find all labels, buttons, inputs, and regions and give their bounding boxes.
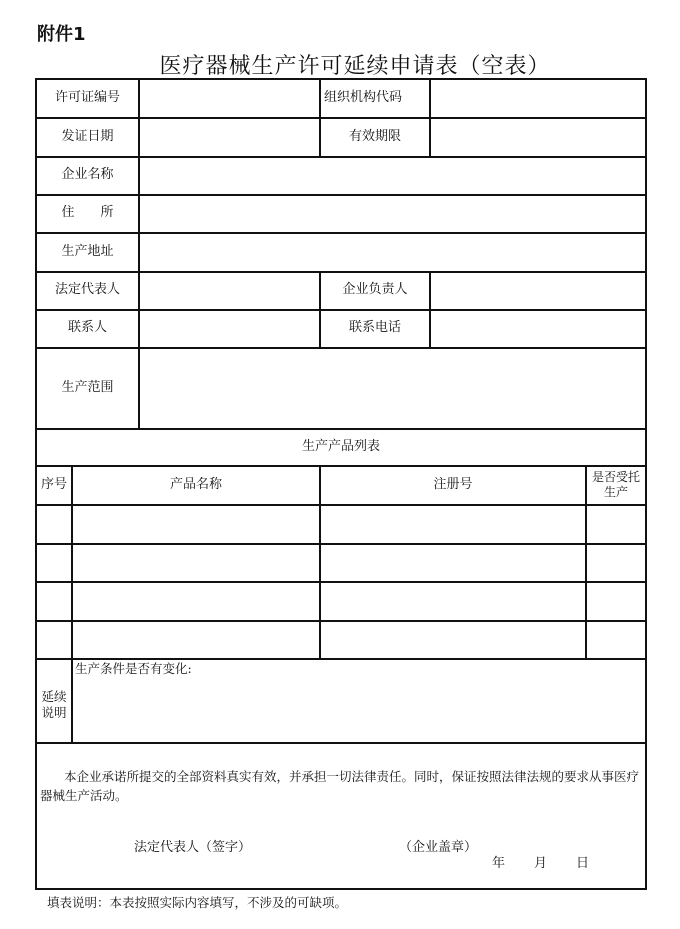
residence-field[interactable] — [140, 195, 645, 232]
table-row — [37, 621, 645, 658]
row-registration-no-cell[interactable] — [321, 621, 585, 658]
row-product-name-cell[interactable] — [73, 582, 319, 620]
label-residence: 住 所 — [61, 205, 114, 221]
org-code-field[interactable] — [431, 80, 645, 117]
label-production-scope: 生产范围 — [61, 379, 114, 395]
label-renewal-explanation: 延续说明 — [41, 689, 67, 720]
col-header-index: 序号 — [40, 476, 67, 492]
col-header-entrusted: 是否受托生产 — [591, 470, 640, 499]
product-list-title: 生产产品列表 — [301, 438, 380, 454]
issue-date-field[interactable] — [140, 118, 319, 156]
row-entrusted-cell[interactable] — [587, 505, 645, 543]
col-header-registration-no: 注册号 — [433, 476, 473, 492]
label-production-address: 生产地址 — [61, 243, 114, 259]
row-index-cell[interactable] — [37, 621, 71, 658]
contact-field[interactable] — [140, 310, 319, 347]
table-row — [37, 544, 645, 581]
renewal-explanation-field[interactable] — [73, 680, 645, 740]
col-header-product-name: 产品名称 — [169, 476, 222, 492]
row-registration-no-cell[interactable] — [321, 582, 585, 620]
label-license-no: 许可证编号 — [54, 90, 120, 106]
row-entrusted-cell[interactable] — [587, 621, 645, 658]
contact-phone-field[interactable] — [431, 310, 645, 347]
row-index-cell[interactable] — [37, 505, 71, 543]
label-org-code: 组织机构代码 — [324, 90, 403, 106]
valid-period-field[interactable] — [431, 118, 645, 156]
label-valid-period: 有效期限 — [348, 128, 401, 144]
row-entrusted-cell[interactable] — [587, 582, 645, 620]
legal-rep-signature-label: 法定代表人（签字） — [134, 840, 252, 855]
label-issue-date: 发证日期 — [61, 128, 114, 144]
application-form — [35, 78, 647, 890]
attachment-label: 附件1 — [37, 24, 86, 45]
company-head-field[interactable] — [431, 272, 645, 309]
row-product-name-cell[interactable] — [73, 621, 319, 658]
label-contact-phone: 联系电话 — [348, 320, 401, 336]
table-row — [37, 582, 645, 620]
label-legal-rep: 法定代表人 — [54, 282, 120, 298]
table-row — [37, 505, 645, 543]
production-scope-field[interactable] — [140, 348, 645, 428]
production-address-field[interactable] — [140, 233, 645, 271]
company-seal-label: （企业盖章） — [399, 840, 478, 855]
commitment-text: 本企业承诺所提交的全部资料真实有效，并承担一切法律责任。同时，保证按照法律法规的要求从事医疗器械生产活动。 — [40, 769, 640, 803]
form-title: 医疗器械生产许可延续申请表（空表） — [159, 54, 551, 79]
row-index-cell[interactable] — [37, 582, 71, 620]
company-name-field[interactable] — [140, 157, 645, 194]
row-product-name-cell[interactable] — [73, 544, 319, 581]
legal-rep-field[interactable] — [140, 272, 319, 309]
label-contact: 联系人 — [67, 320, 107, 336]
row-registration-no-cell[interactable] — [321, 544, 585, 581]
date-line: 年 月 日 — [492, 856, 591, 871]
label-company-head: 企业负责人 — [342, 282, 408, 298]
row-registration-no-cell[interactable] — [321, 505, 585, 543]
label-company-name: 企业名称 — [61, 167, 114, 183]
footer-note: 填表说明：本表按照实际内容填写，不涉及的可缺项。 — [47, 895, 348, 910]
row-entrusted-cell[interactable] — [587, 544, 645, 581]
license-no-field[interactable] — [140, 80, 319, 117]
row-index-cell[interactable] — [37, 544, 71, 581]
renewal-prompt: 生产条件是否有变化: — [75, 661, 192, 677]
row-product-name-cell[interactable] — [73, 505, 319, 543]
